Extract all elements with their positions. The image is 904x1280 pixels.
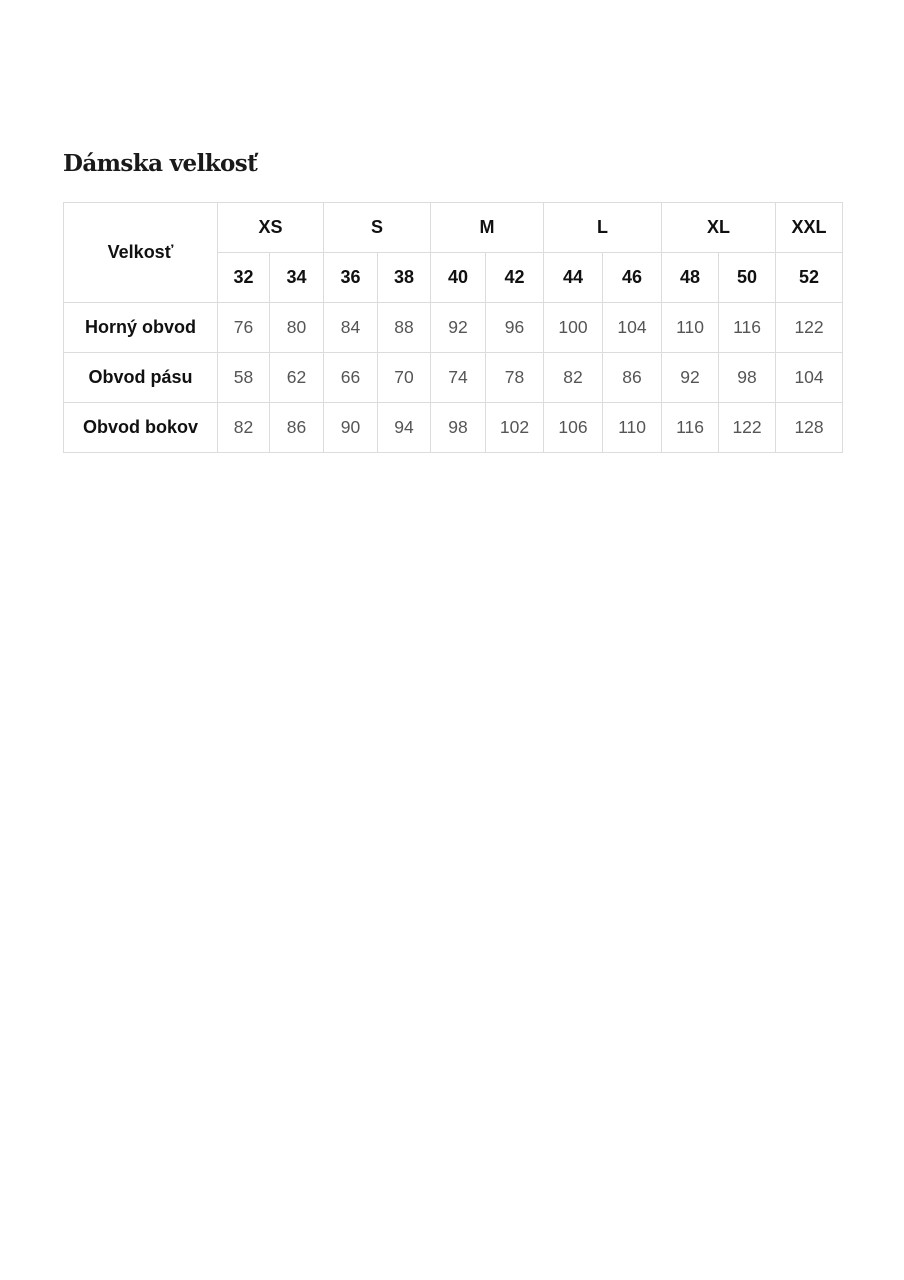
- table-cell: 122: [719, 403, 776, 453]
- table-cell: 62: [270, 353, 324, 403]
- size-number: 34: [270, 253, 324, 303]
- size-number: 32: [218, 253, 270, 303]
- table-cell: 82: [544, 353, 603, 403]
- table-cell: 66: [324, 353, 378, 403]
- table-cell: 92: [431, 303, 486, 353]
- row-label: Obvod bokov: [64, 403, 218, 453]
- table-cell: 90: [324, 403, 378, 453]
- table-cell: 122: [776, 303, 843, 353]
- table-cell: 102: [486, 403, 544, 453]
- table-cell: 94: [378, 403, 431, 453]
- table-cell: 78: [486, 353, 544, 403]
- size-number: 52: [776, 253, 843, 303]
- page-title: Dámska velkosť: [63, 150, 258, 177]
- table-cell: 98: [431, 403, 486, 453]
- table-row-hips: [64, 403, 843, 453]
- table-row-bust: [64, 303, 843, 353]
- size-group-xs: XS: [218, 203, 324, 253]
- table-cell: 116: [719, 303, 776, 353]
- size-group-s: S: [324, 203, 431, 253]
- table-cell: 80: [270, 303, 324, 353]
- size-number: 48: [662, 253, 719, 303]
- size-group-xxl: XXL: [776, 203, 843, 253]
- table-cell: 74: [431, 353, 486, 403]
- table-cell: 86: [603, 353, 662, 403]
- table-cell: 86: [270, 403, 324, 453]
- size-number: 36: [324, 253, 378, 303]
- table-cell: 100: [544, 303, 603, 353]
- size-group-m: M: [431, 203, 544, 253]
- table-cell: 110: [662, 303, 719, 353]
- size-number: 50: [719, 253, 776, 303]
- size-number: 46: [603, 253, 662, 303]
- table-cell: 84: [324, 303, 378, 353]
- size-number: 44: [544, 253, 603, 303]
- table-cell: 58: [218, 353, 270, 403]
- table-cell: 92: [662, 353, 719, 403]
- table-cell: 88: [378, 303, 431, 353]
- row-label: Obvod pásu: [64, 353, 218, 403]
- size-group-header-row: [64, 203, 843, 253]
- table-cell: 104: [776, 353, 843, 403]
- size-number: 40: [431, 253, 486, 303]
- table-row-waist: [64, 353, 843, 403]
- table-cell: 116: [662, 403, 719, 453]
- table-cell: 98: [719, 353, 776, 403]
- size-chart-table: [63, 202, 843, 453]
- row-label: Horný obvod: [64, 303, 218, 353]
- size-group-l: L: [544, 203, 662, 253]
- table-cell: 104: [603, 303, 662, 353]
- size-group-xl: XL: [662, 203, 776, 253]
- table-cell: 128: [776, 403, 843, 453]
- table-cell: 76: [218, 303, 270, 353]
- table-cell: 70: [378, 353, 431, 403]
- size-number: 38: [378, 253, 431, 303]
- table-cell: 110: [603, 403, 662, 453]
- table-cell: 106: [544, 403, 603, 453]
- size-number: 42: [486, 253, 544, 303]
- corner-header: Velkosť: [64, 203, 218, 303]
- table-cell: 96: [486, 303, 544, 353]
- table-cell: 82: [218, 403, 270, 453]
